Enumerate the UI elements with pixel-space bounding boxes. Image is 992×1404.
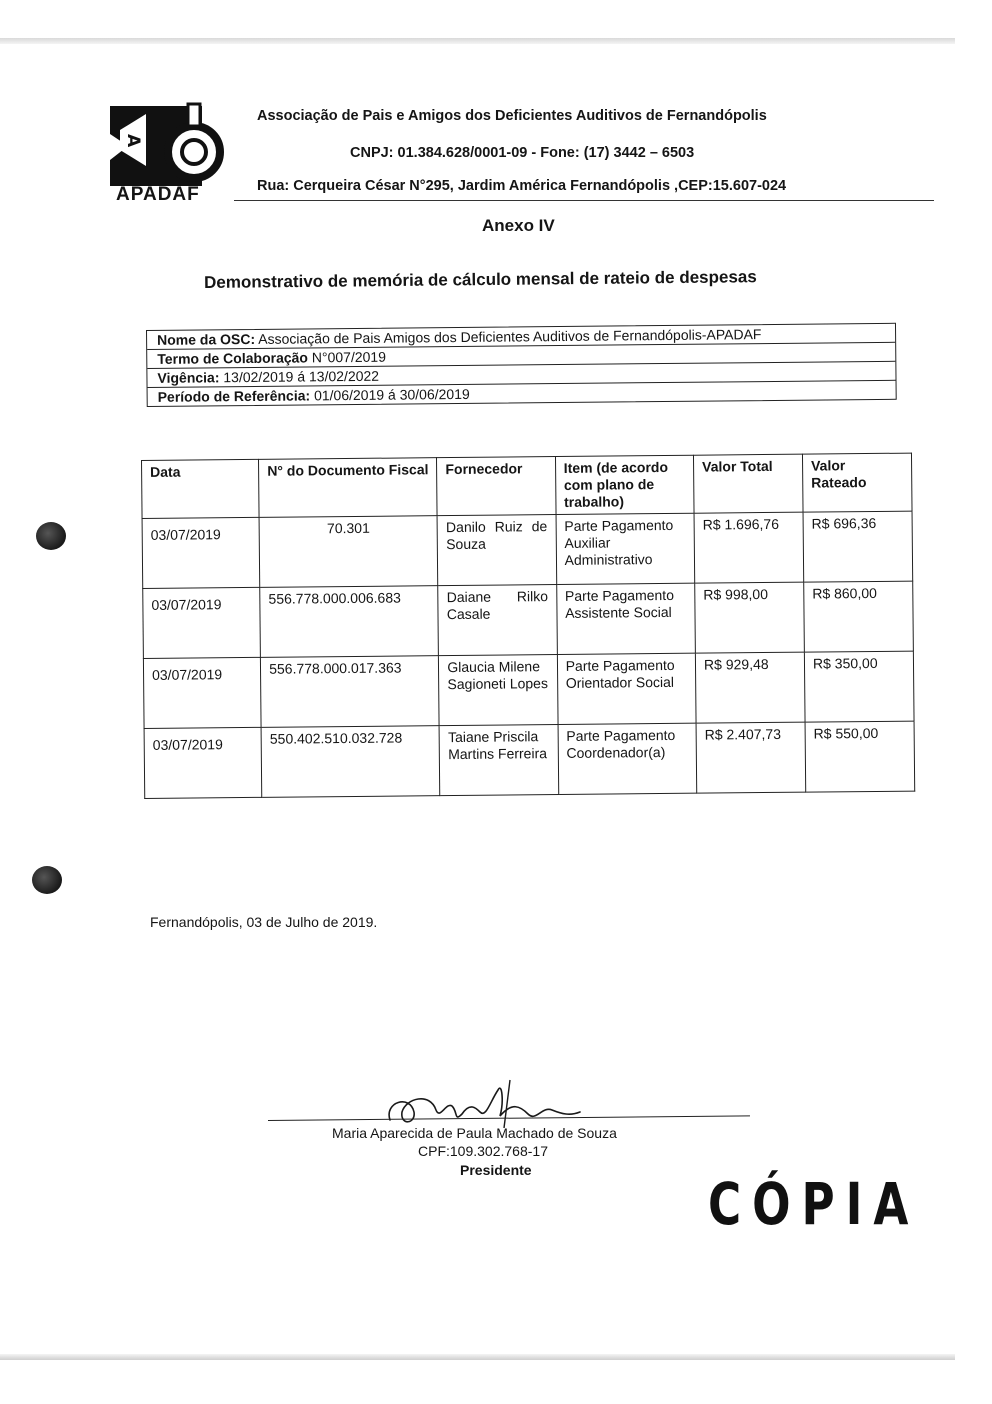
table-row <box>142 511 913 588</box>
cell-valor-total: R$ 998,00 <box>695 582 805 653</box>
document-title: Demonstrativo de memória de cálculo mensal de rateio de despesas <box>204 267 757 292</box>
header-valor-total: Valor Total <box>693 454 803 513</box>
osc-name-value: Associação de Pais Amigos dos Deficientes Auditivos de Fernandópolis-APADAF <box>258 326 762 347</box>
address-line: Rua: Cerqueira César N°295, Jardim América Fernandópolis ,CEP:15.607-024 <box>257 178 787 194</box>
header-data: Data <box>142 459 260 518</box>
cell-data: 03/07/2019 <box>143 657 261 728</box>
cell-item: Parte Pagamento Assistente Social <box>556 583 695 654</box>
cell-data: 03/07/2019 <box>143 587 261 658</box>
annex-title: Anexo IV <box>482 216 555 235</box>
cell-fornecedor: Glaucia Milene Sagioneti Lopes <box>439 655 558 726</box>
cell-valor-total: R$ 1.696,76 <box>694 512 804 583</box>
cell-fornecedor: Taiane Priscila Martins Ferreira <box>439 725 558 796</box>
cell-valor-rateado: R$ 860,00 <box>804 581 914 652</box>
vigencia-value: 13/02/2019 á 13/02/2022 <box>223 367 380 386</box>
cell-fornecedor: Daiane Rilko Casale <box>438 585 557 656</box>
punch-hole-top <box>36 522 66 550</box>
signatory-cpf: CPF:109.302.768-17 <box>418 1143 548 1159</box>
vigencia-label: Vigência: <box>157 369 220 386</box>
scan-edge-top <box>0 38 955 44</box>
place-date: Fernandópolis, 03 de Julho de 2019. <box>150 914 378 930</box>
punch-hole-bottom <box>32 866 62 894</box>
scan-edge-bottom <box>0 1354 955 1360</box>
signatory-name: Maria Aparecida de Paula Machado de Souza <box>332 1125 617 1141</box>
cell-valor-rateado: R$ 550,00 <box>805 721 915 792</box>
cell-documento: 70.301 <box>259 516 438 588</box>
table-header-row <box>142 453 913 518</box>
logo-text: APADAF <box>116 184 200 205</box>
cell-valor-total: R$ 929,48 <box>695 652 805 723</box>
header-divider <box>234 200 934 201</box>
cell-fornecedor: Danilo Ruiz de Souza <box>437 515 556 586</box>
cell-item: Parte Pagamento Auxiliar Administrativo <box>556 513 695 584</box>
cell-item: Parte Pagamento Orientador Social <box>557 653 696 724</box>
periodo-value: 01/06/2019 á 30/06/2019 <box>313 385 470 404</box>
cell-documento: 556.778.000.017.363 <box>261 656 440 728</box>
cell-data: 03/07/2019 <box>144 727 262 798</box>
cell-valor-total: R$ 2.407,73 <box>696 722 806 793</box>
termo-label: Termo de Colaboração <box>157 349 309 367</box>
cnpj-line: CNPJ: 01.384.628/0001-09 - Fone: (17) 3442 – 6503 <box>350 145 695 161</box>
org-name: Associação de Pais e Amigos dos Deficientes Auditivos de Fernandópolis <box>257 108 767 124</box>
copy-stamp: CÓPIA <box>708 1170 920 1238</box>
header-documento: N° do Documento Fiscal <box>259 458 438 518</box>
osc-info-box <box>146 323 897 407</box>
cell-item: Parte Pagamento Coordenador(a) <box>558 723 697 794</box>
cell-documento: 550.402.510.032.728 <box>261 726 440 798</box>
handwritten-signature <box>380 1072 590 1132</box>
cell-valor-rateado: R$ 696,36 <box>803 511 913 582</box>
signatory-role: Presidente <box>460 1162 532 1178</box>
expense-table <box>141 453 915 799</box>
cell-data: 03/07/2019 <box>142 517 260 588</box>
periodo-label: Período de Referência: <box>157 387 311 405</box>
header-item: Item (de acordo com plano de trabalho) <box>555 455 694 514</box>
table-row <box>144 721 915 798</box>
table-row <box>143 581 914 658</box>
header-valor-rateado: Valor Rateado <box>802 453 912 512</box>
osc-name-label: Nome da OSC: <box>157 330 256 348</box>
svg-text:A: A <box>123 134 143 148</box>
header-fornecedor: Fornecedor <box>437 457 556 516</box>
termo-value: N°007/2019 <box>311 348 387 366</box>
cell-documento: 556.778.000.006.683 <box>260 586 439 658</box>
cell-valor-rateado: R$ 350,00 <box>804 651 914 722</box>
table-row <box>143 651 914 728</box>
